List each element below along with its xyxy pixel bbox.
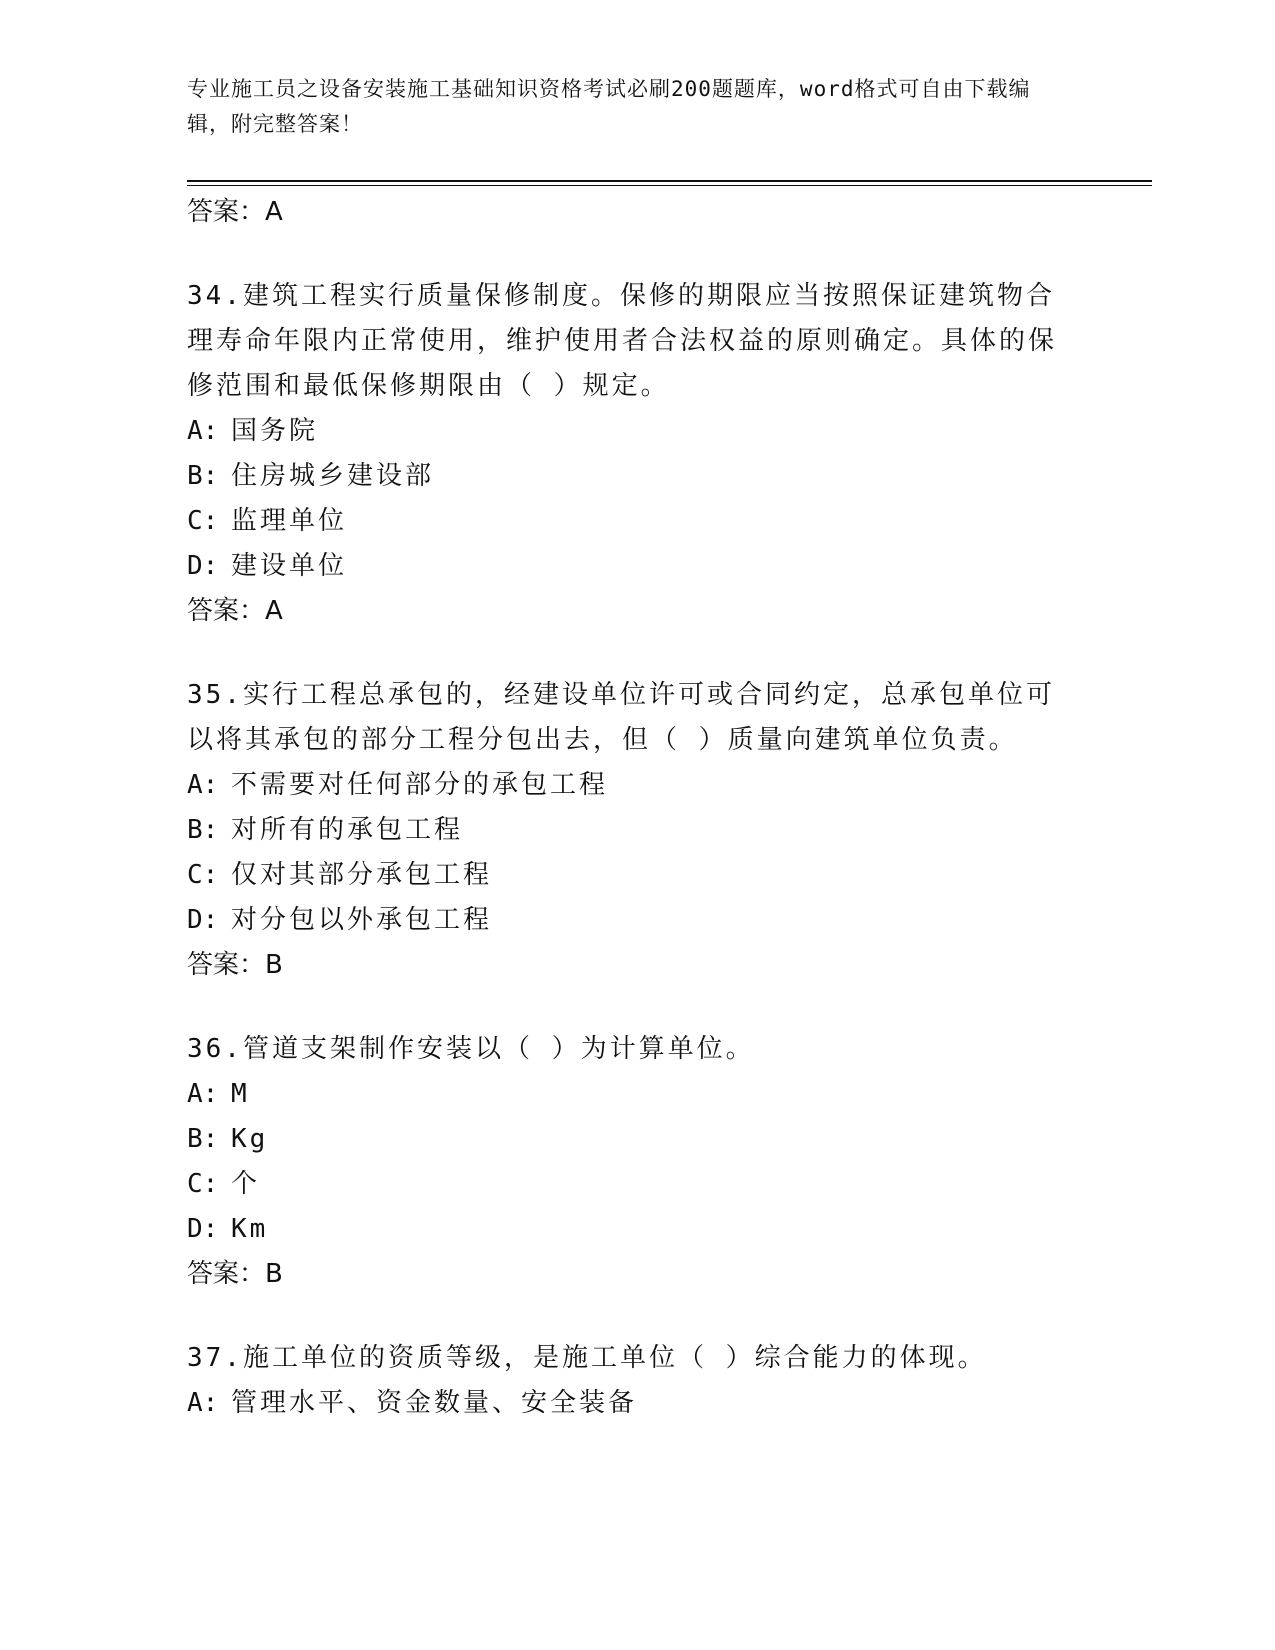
question-text: 37.施工单位的资质等级，是施工单位（ ）综合能力的体现。 <box>187 1343 987 1373</box>
option-letter: A: <box>187 416 219 446</box>
option-letter: B: <box>187 815 219 845</box>
option-letter: D: <box>187 1214 219 1244</box>
option-letter: A: <box>187 1388 219 1418</box>
option-letter: C: <box>187 1169 219 1199</box>
question-text: 36.管道支架制作安装以（ ）为计算单位。 <box>187 1034 755 1064</box>
answer-line: 答案：A <box>187 596 283 626</box>
option-text: 建设单位 <box>231 551 348 581</box>
option-a <box>187 1381 1077 1426</box>
option-c <box>187 853 1077 898</box>
option-text: 国务院 <box>231 416 319 446</box>
option-a <box>187 409 1077 454</box>
header-divider <box>187 180 1152 182</box>
option-text: M <box>231 1079 250 1109</box>
option-letter: D: <box>187 551 219 581</box>
answer-line: 答案：A <box>187 197 283 227</box>
option-text: 个 <box>231 1169 261 1199</box>
option-text: 管理水平、资金数量、安全装备 <box>231 1388 638 1418</box>
question-35 <box>187 673 1077 987</box>
option-b <box>187 808 1077 853</box>
question-37 <box>187 1336 1077 1426</box>
document-header <box>187 72 1067 142</box>
document-body <box>187 190 1077 1426</box>
option-letter: A: <box>187 1079 219 1109</box>
option-letter: B: <box>187 1124 219 1154</box>
answer-line: 答案：B <box>187 1259 283 1289</box>
option-a <box>187 763 1077 808</box>
option-d <box>187 544 1077 589</box>
option-text: 住房城乡建设部 <box>231 461 435 491</box>
option-c <box>187 1162 1077 1207</box>
option-b <box>187 454 1077 499</box>
option-letter: C: <box>187 506 219 536</box>
option-letter: A: <box>187 770 219 800</box>
header-divider-thin <box>187 185 1152 186</box>
answer-line: 答案：B <box>187 950 283 980</box>
option-d <box>187 898 1077 943</box>
option-text: Km <box>231 1214 269 1244</box>
option-text: Kg <box>231 1124 269 1154</box>
option-text: 仅对其部分承包工程 <box>231 860 493 890</box>
option-letter: D: <box>187 905 219 935</box>
option-letter: C: <box>187 860 219 890</box>
option-d <box>187 1207 1077 1252</box>
option-b <box>187 1117 1077 1162</box>
option-text: 监理单位 <box>231 506 348 536</box>
option-text: 对分包以外承包工程 <box>231 905 493 935</box>
option-letter: B: <box>187 461 219 491</box>
option-c <box>187 499 1077 544</box>
question-36 <box>187 1027 1077 1296</box>
question-34 <box>187 274 1077 633</box>
option-text: 对所有的承包工程 <box>231 815 464 845</box>
option-a <box>187 1072 1077 1117</box>
question-text: 34.建筑工程实行质量保修制度。保修的期限应当按照保证建筑物合理寿命年限内正常使用，维护使用者合法权益的原则确定。具体的保修范围和最低保修期限由（ ）规定。 <box>187 281 1058 401</box>
header-text: 专业施工员之设备安装施工基础知识资格考试必刷200题题库，word格式可自由下载编辑，附完整答案！ <box>187 77 1031 136</box>
option-text: 不需要对任何部分的承包工程 <box>231 770 609 800</box>
question-text: 35.实行工程总承包的，经建设单位许可或合同约定，总承包单位可以将其承包的部分工程分包出去，但（ ）质量向建筑单位负责。 <box>187 680 1055 755</box>
